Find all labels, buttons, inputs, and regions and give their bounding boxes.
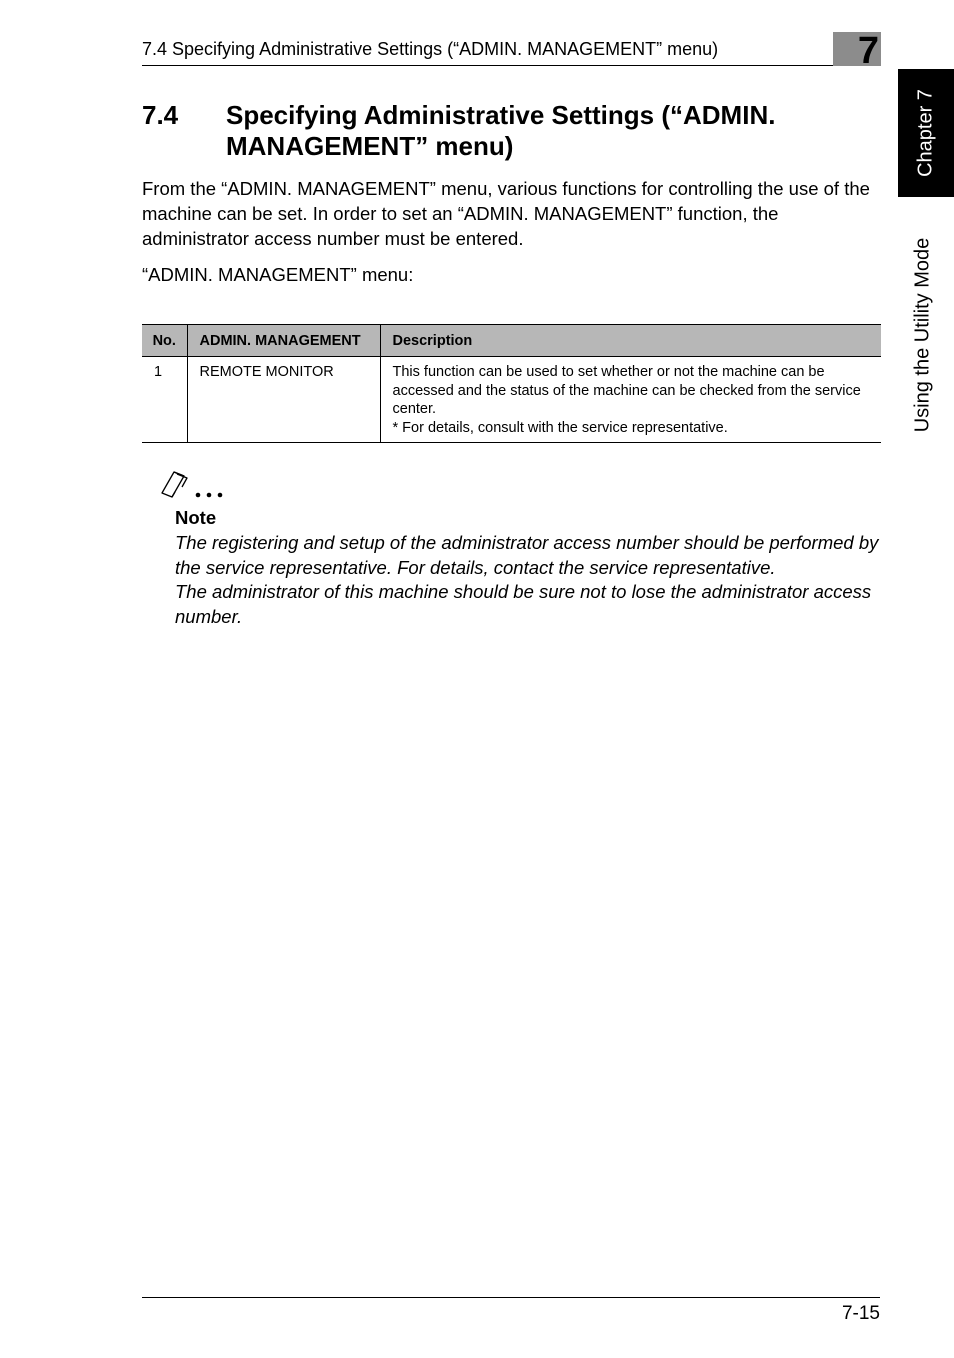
note-paragraph: The registering and setup of the administrator access number should be performed by the service representative. For details, contact the service representative.: [175, 532, 879, 578]
chapter-number-box: [833, 30, 881, 72]
chapter-side-tab-label: Chapter 7: [914, 89, 937, 177]
column-header-admin-management: ADMIN. MANAGEMENT: [187, 325, 380, 357]
running-header: 7.4 Specifying Administrative Settings (“ADMIN. MANAGEMENT” menu): [142, 39, 719, 59]
table-header-row: [142, 325, 881, 357]
cell-description: [380, 357, 881, 443]
chapter-side-tab: [898, 69, 954, 197]
note-heading: Note: [175, 507, 217, 528]
section-title: Specifying Administrative Settings (“ADMIN. MANAGEMENT” menu): [226, 100, 776, 161]
section-number: 7.4: [142, 100, 179, 130]
section-side-tab-label: Using the Utility Mode: [911, 237, 934, 433]
menu-label: “ADMIN. MANAGEMENT” menu:: [142, 264, 414, 285]
chapter-number: 7: [857, 30, 879, 72]
footer-rule: [142, 1297, 880, 1298]
header-rule: [142, 65, 880, 66]
section-side-tab: [898, 210, 948, 460]
column-header-description: Description: [380, 325, 881, 357]
cell-no: 1: [142, 357, 187, 443]
page-number: 7-15: [841, 1303, 880, 1324]
note-body: [175, 531, 887, 629]
cell-item: REMOTE MONITOR: [187, 357, 380, 443]
note-paragraph: The administrator of this machine should be sure not to lose the administrator access number.: [175, 581, 872, 627]
table-row: [142, 357, 881, 443]
column-header-no: No.: [142, 325, 187, 357]
description-footnote: * For details, consult with the service representative.: [392, 419, 728, 436]
intro-paragraph: From the “ADMIN. MANAGEMENT” menu, various functions for controlling the use of the machine can be set. In order to set an “ADMIN. MANAGEMENT” function, the administrator access number must be entered.: [142, 178, 870, 249]
description-text: This function can be used to set whether or not the machine can be accessed and the status of the machine can be checked from the service center.: [392, 364, 861, 417]
admin-management-table: [142, 324, 881, 443]
pencil-note-icon: [160, 468, 228, 500]
